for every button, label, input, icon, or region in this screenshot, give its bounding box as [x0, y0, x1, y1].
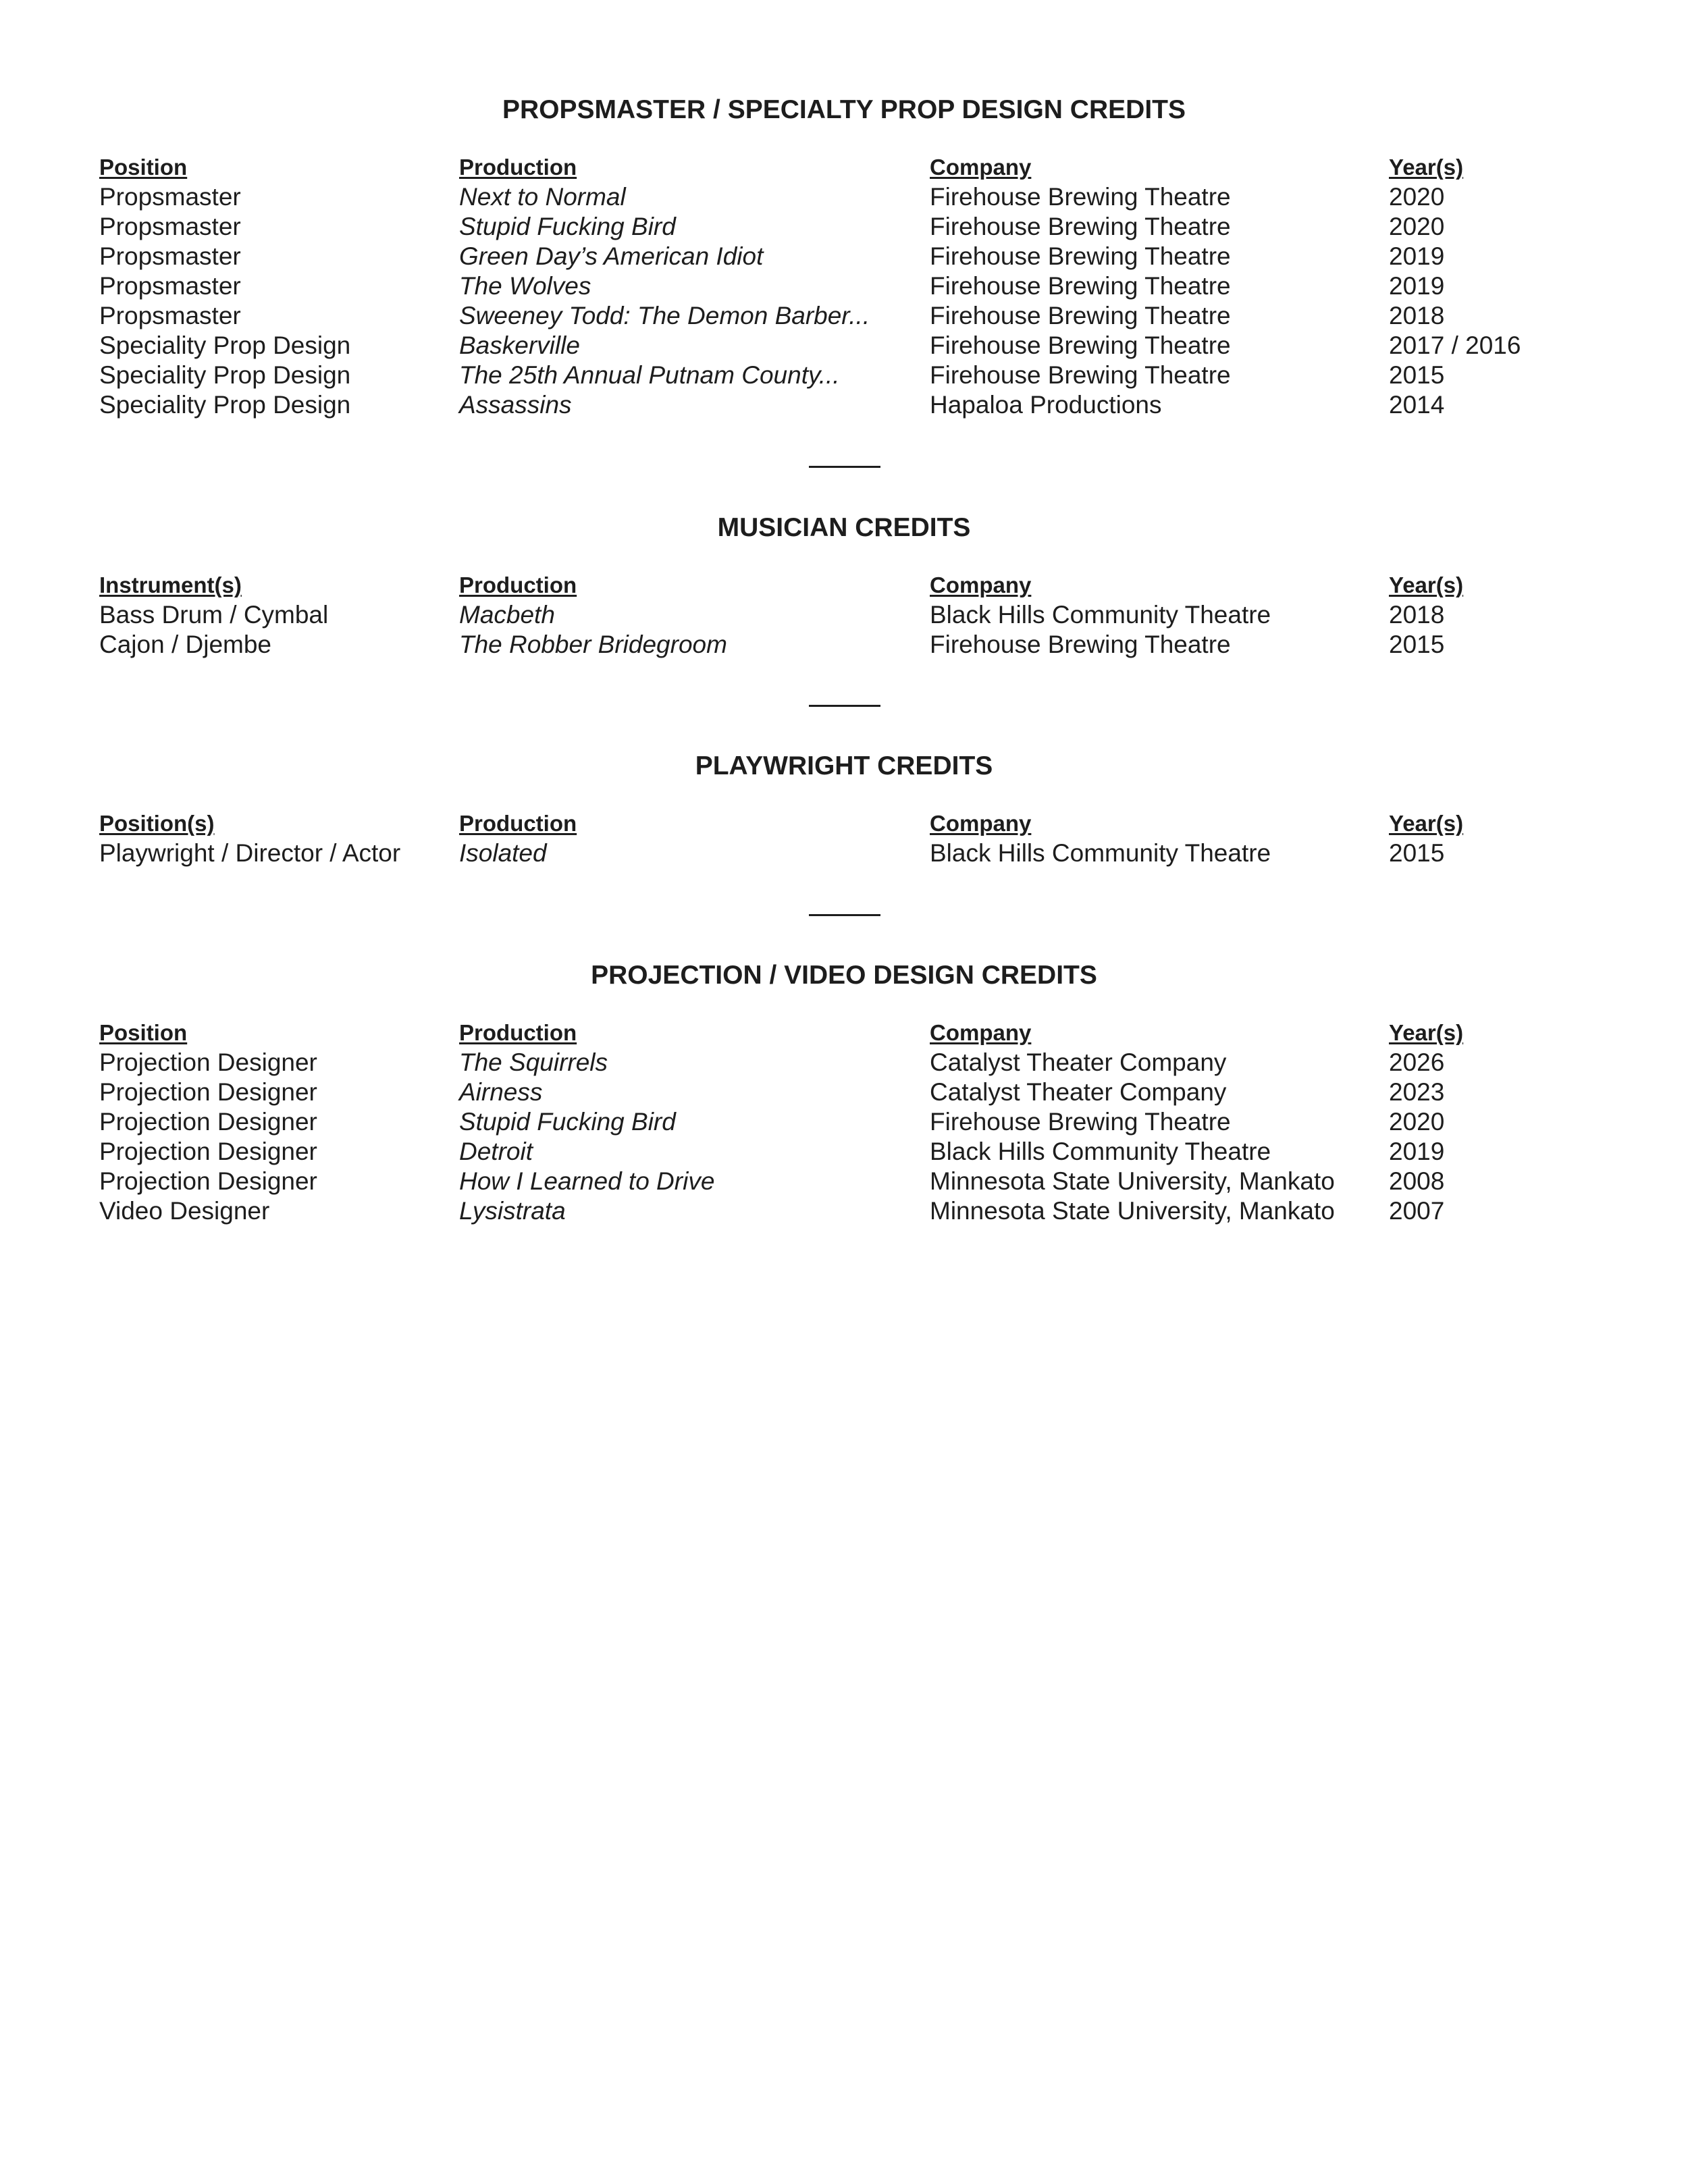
- column-header-position: Position: [99, 155, 188, 180]
- column-header-production: Production: [459, 155, 577, 180]
- column-header-company: Company: [930, 811, 1032, 836]
- musician-credits-table: [99, 570, 1591, 660]
- position-cell: Propsmaster: [99, 213, 241, 240]
- position-cell: Video Designer: [99, 1197, 270, 1225]
- table-row: [99, 838, 1591, 868]
- year-cell: 2017 / 2016: [1389, 331, 1521, 359]
- company-cell: Firehouse Brewing Theatre: [930, 1108, 1231, 1136]
- table-row: [99, 361, 1591, 390]
- table-row: [99, 182, 1591, 212]
- instrument-cell: Cajon / Djembe: [99, 631, 272, 658]
- year-cell: 2020: [1389, 1108, 1445, 1136]
- table-row: [99, 630, 1591, 660]
- production-cell: How I Learned to Drive: [459, 1167, 715, 1195]
- position-cell: Projection Designer: [99, 1167, 317, 1195]
- column-header-production: Production: [459, 572, 577, 597]
- position-cell: Projection Designer: [99, 1108, 317, 1136]
- production-cell: Assassins: [459, 391, 572, 419]
- propsmaster-credits-table: [99, 153, 1591, 420]
- projection-credits-table: [99, 1018, 1591, 1226]
- company-cell: Catalyst Theater Company: [930, 1078, 1227, 1106]
- production-cell: Stupid Fucking Bird: [459, 213, 676, 240]
- production-cell: Detroit: [459, 1138, 533, 1165]
- column-header-company: Company: [930, 1020, 1032, 1045]
- production-cell: The Squirrels: [459, 1048, 608, 1076]
- company-cell: Catalyst Theater Company: [930, 1048, 1227, 1076]
- position-cell: Speciality Prop Design: [99, 391, 351, 419]
- company-cell: Firehouse Brewing Theatre: [930, 631, 1231, 658]
- year-cell: 2008: [1389, 1167, 1445, 1195]
- year-cell: 2018: [1389, 601, 1445, 629]
- position-cell: Projection Designer: [99, 1138, 317, 1165]
- production-cell: Green Day’s American Idiot: [459, 242, 764, 270]
- year-cell: 2019: [1389, 272, 1445, 300]
- year-cell: 2015: [1389, 631, 1445, 658]
- company-cell: Black Hills Community Theatre: [930, 839, 1271, 867]
- year-cell: 2019: [1389, 1138, 1445, 1165]
- instrument-cell: Bass Drum / Cymbal: [99, 601, 329, 629]
- year-cell: 2020: [1389, 183, 1445, 211]
- production-cell: Airness: [459, 1078, 543, 1106]
- section-title: MUSICIAN CREDITS: [717, 513, 971, 542]
- table-row: [99, 390, 1591, 420]
- year-cell: 2023: [1389, 1078, 1445, 1106]
- year-cell: 2015: [1389, 361, 1445, 389]
- production-cell: Baskerville: [459, 331, 580, 359]
- table-row: [99, 301, 1591, 331]
- position-cell: Propsmaster: [99, 272, 241, 300]
- column-header-years: Year(s): [1389, 811, 1464, 836]
- section-title: PLAYWRIGHT CREDITS: [695, 751, 993, 780]
- table-row: [99, 600, 1591, 630]
- column-header-production: Production: [459, 811, 577, 836]
- playwright-credits-table: [99, 809, 1591, 868]
- column-header-years: Year(s): [1389, 1020, 1464, 1045]
- production-cell: The Robber Bridegroom: [459, 631, 727, 658]
- table-row: [99, 212, 1591, 242]
- production-cell: The 25th Annual Putnam County...: [459, 361, 840, 389]
- company-cell: Firehouse Brewing Theatre: [930, 272, 1231, 300]
- position-cell: Projection Designer: [99, 1078, 317, 1106]
- table-header-row: [99, 153, 1591, 182]
- section-title: PROJECTION / VIDEO DESIGN CREDITS: [591, 961, 1097, 990]
- table-header-row: [99, 570, 1591, 600]
- position-cell: Propsmaster: [99, 242, 241, 270]
- column-header-company: Company: [930, 572, 1032, 597]
- company-cell: Minnesota State University, Mankato: [930, 1167, 1335, 1195]
- position-cell: Speciality Prop Design: [99, 361, 351, 389]
- section-title: PROPSMASTER / SPECIALTY PROP DESIGN CREDITS: [502, 95, 1186, 124]
- company-cell: Firehouse Brewing Theatre: [930, 183, 1231, 211]
- year-cell: 2019: [1389, 242, 1445, 270]
- table-header-row: [99, 809, 1591, 838]
- production-cell: The Wolves: [459, 272, 591, 300]
- position-cell: Speciality Prop Design: [99, 331, 351, 359]
- company-cell: Minnesota State University, Mankato: [930, 1197, 1335, 1225]
- table-row: [99, 1167, 1591, 1196]
- company-cell: Firehouse Brewing Theatre: [930, 213, 1231, 240]
- column-header-position: Position: [99, 1020, 188, 1045]
- production-cell: Isolated: [459, 839, 547, 867]
- section-divider: [809, 466, 880, 468]
- section-divider: [809, 914, 880, 916]
- company-cell: Black Hills Community Theatre: [930, 601, 1271, 629]
- company-cell: Black Hills Community Theatre: [930, 1138, 1271, 1165]
- company-cell: Firehouse Brewing Theatre: [930, 361, 1231, 389]
- table-row: [99, 1107, 1591, 1137]
- company-cell: Firehouse Brewing Theatre: [930, 302, 1231, 329]
- table-row: [99, 331, 1591, 361]
- company-cell: Firehouse Brewing Theatre: [930, 331, 1231, 359]
- column-header-company: Company: [930, 155, 1032, 180]
- position-cell: Propsmaster: [99, 183, 241, 211]
- table-row: [99, 1196, 1591, 1226]
- production-cell: Lysistrata: [459, 1197, 566, 1225]
- table-row: [99, 1137, 1591, 1167]
- production-cell: Stupid Fucking Bird: [459, 1108, 676, 1136]
- column-header-instruments: Instrument(s): [99, 572, 242, 597]
- production-cell: Macbeth: [459, 601, 555, 629]
- table-header-row: [99, 1018, 1591, 1048]
- company-cell: Hapaloa Productions: [930, 391, 1162, 419]
- production-cell: Next to Normal: [459, 183, 626, 211]
- year-cell: 2015: [1389, 839, 1445, 867]
- table-row: [99, 271, 1591, 301]
- year-cell: 2014: [1389, 391, 1445, 419]
- section-divider: [809, 705, 880, 707]
- column-header-years: Year(s): [1389, 155, 1464, 180]
- table-row: [99, 242, 1591, 271]
- production-cell: Sweeney Todd: The Demon Barber...: [459, 302, 870, 329]
- year-cell: 2026: [1389, 1048, 1445, 1076]
- position-cell: Projection Designer: [99, 1048, 317, 1076]
- year-cell: 2018: [1389, 302, 1445, 329]
- position-cell: Playwright / Director / Actor: [99, 839, 401, 867]
- table-row: [99, 1048, 1591, 1077]
- column-header-positions: Position(s): [99, 811, 215, 836]
- column-header-years: Year(s): [1389, 572, 1464, 597]
- table-row: [99, 1077, 1591, 1107]
- year-cell: 2007: [1389, 1197, 1445, 1225]
- company-cell: Firehouse Brewing Theatre: [930, 242, 1231, 270]
- year-cell: 2020: [1389, 213, 1445, 240]
- column-header-production: Production: [459, 1020, 577, 1045]
- position-cell: Propsmaster: [99, 302, 241, 329]
